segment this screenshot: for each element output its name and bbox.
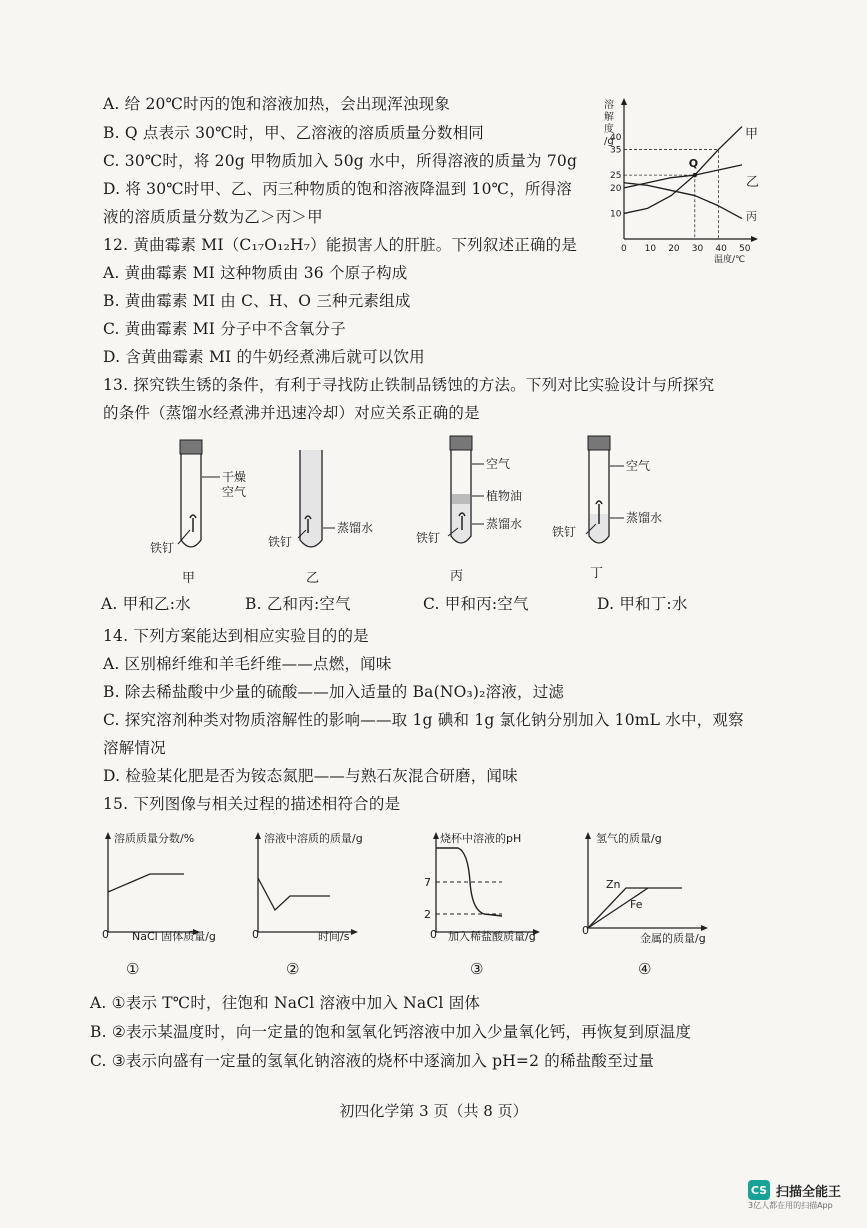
svg-text:空气: 空气 <box>486 457 511 471</box>
q-point-label: Q <box>688 157 699 171</box>
svg-text:蒸馏水: 蒸馏水 <box>626 511 663 525</box>
svg-text:蒸馏水: 蒸馏水 <box>486 517 523 531</box>
svg-text:铁钉: 铁钉 <box>416 531 441 545</box>
y-tick-label: 35 <box>610 145 622 156</box>
graph-2 <box>252 831 363 978</box>
svg-text:Zn: Zn <box>606 878 621 891</box>
q12-option-b: B. 黄曲霉素 MI 由 C、H、O 三种元素组成 <box>103 292 411 310</box>
svg-text:植物油: 植物油 <box>486 489 523 503</box>
svg-text:金属的质量/g: 金属的质量/g <box>640 932 706 945</box>
q14-option-b: B. 除去稀盐酸中少量的硫酸——加入适量的 Ba(NO₃)₂溶液，过滤 <box>103 683 565 701</box>
nail-icon <box>190 515 196 532</box>
svg-text:铁钉: 铁钉 <box>150 541 175 555</box>
q11-option-d: D. 将 30℃时甲、乙、丙三种物质的饱和溶液降温到 10℃，所得溶 <box>103 180 573 198</box>
y-tick-label: 20 <box>610 183 622 194</box>
svg-text:丙: 丙 <box>450 569 464 584</box>
stopper <box>180 440 202 454</box>
graph-4 <box>582 831 708 978</box>
svg-text:②: ② <box>286 960 300 978</box>
svg-text:0: 0 <box>582 924 589 937</box>
x-tick-label: 0 <box>621 244 627 254</box>
svg-text:加入稀盐酸质量/g: 加入稀盐酸质量/g <box>448 930 536 943</box>
tube-bing <box>416 436 522 584</box>
x-axis-label: 温度/℃ <box>714 255 746 265</box>
badge-subtitle: 3亿人都在用的扫描App <box>748 1201 833 1210</box>
q-point <box>693 173 697 177</box>
q12-option-a: A. 黄曲霉素 MI 这种物质由 36 个原子构成 <box>103 264 408 282</box>
series-label-yi: 乙 <box>746 175 760 190</box>
series-line-甲 <box>624 127 742 214</box>
svg-text:铁钉: 铁钉 <box>268 535 293 549</box>
q15-option-a: A. ①表示 T℃时，往饱和 NaCl 溶液中加入 NaCl 固体 <box>90 994 481 1012</box>
svg-text:甲: 甲 <box>182 571 196 586</box>
q11-option-a: A. 给 20℃时丙的饱和溶液加热，会出现浑浊现象 <box>103 95 451 113</box>
svg-text:铁钉: 铁钉 <box>552 525 577 539</box>
q12-option-c: C. 黄曲霉素 MI 分子中不含氧分子 <box>103 320 346 338</box>
svg-text:氢气的质量/g: 氢气的质量/g <box>596 832 662 845</box>
tube-yi <box>268 450 373 586</box>
y-tick-label: 40 <box>610 132 622 143</box>
y-axis-label-3: 度 <box>604 124 614 135</box>
q14-option-c: C. 探究溶剂种类对物质溶解性的影响——取 1g 碘和 1g 氯化钠分别加入 10mL 水中，观察 <box>103 711 744 729</box>
q13-option-a: A. 甲和乙:水 <box>101 595 191 613</box>
svg-text:烧杯中溶液的pH: 烧杯中溶液的pH <box>440 832 522 845</box>
x-tick-label: 40 <box>715 244 727 254</box>
q15-graphs <box>92 822 772 982</box>
series-label-bing: 丙 <box>746 210 757 223</box>
stopper <box>450 436 472 450</box>
q14-option-a: A. 区别棉纤维和羊毛纤维——点燃，闻味 <box>103 655 392 673</box>
svg-text:2: 2 <box>424 908 431 921</box>
x-tick-label: 10 <box>644 244 657 254</box>
y-axis-label-4: /g <box>604 136 614 147</box>
series-line-丙 <box>624 183 742 219</box>
q11-option-b: B. Q 点表示 30℃时，甲、乙溶液的溶质质量分数相同 <box>103 124 484 142</box>
oil-layer <box>452 494 470 504</box>
q14-option-c-cont: 溶解情况 <box>103 739 166 757</box>
x-tick-label: 30 <box>691 244 704 254</box>
q15-stem: 15. 下列图像与相关过程的描述相符合的是 <box>103 795 401 813</box>
svg-text:③: ③ <box>470 960 484 978</box>
svg-text:0: 0 <box>252 928 259 941</box>
q12-option-d: D. 含黄曲霉素 MI 的牛奶经煮沸后就可以饮用 <box>103 348 425 366</box>
svg-text:0: 0 <box>102 928 109 941</box>
svg-text:溶质质量分数/%: 溶质质量分数/% <box>114 832 195 845</box>
svg-text:NaCl 固体质量/g: NaCl 固体质量/g <box>132 930 216 943</box>
graph-1 <box>102 831 216 978</box>
svg-text:空气: 空气 <box>626 459 651 473</box>
q15-option-c: C. ③表示向盛有一定量的氢氧化钠溶液的烧杯中逐滴加入 pH=2 的稀盐酸至过量 <box>90 1052 655 1070</box>
camscanner-logo-icon: CS <box>748 1180 770 1200</box>
svg-text:空气: 空气 <box>222 485 247 499</box>
svg-text:丁: 丁 <box>590 566 604 581</box>
svg-text:蒸馏水: 蒸馏水 <box>337 521 374 535</box>
q13-stem-cont: 的条件（蒸馏水经煮沸并迅速冷却）对应关系正确的是 <box>103 404 480 422</box>
series-label-jia: 甲 <box>745 127 759 142</box>
svg-text:时间/s: 时间/s <box>318 930 350 943</box>
q11-option-c: C. 30℃时，将 20g 甲物质加入 50g 水中，所得溶液的质量为 70g <box>103 152 578 170</box>
x-tick-label: 20 <box>668 244 680 254</box>
q12-stem: 12. 黄曲霉素 MI（C₁₇O₁₂H₇）能损害人的肝脏。下列叙述正确的是 <box>103 236 578 254</box>
guide-line <box>624 150 718 239</box>
y-tick-label: 10 <box>610 209 622 220</box>
q14-stem: 14. 下列方案能达到相应实验目的的是 <box>103 627 369 645</box>
q13-option-c: C. 甲和丙:空气 <box>423 595 529 613</box>
y-axis-arrow <box>621 98 627 105</box>
x-tick-label: 50 <box>739 244 751 254</box>
camscanner-badge <box>748 1180 842 1210</box>
q11-option-d-cont: 液的溶质质量分数为乙＞丙＞甲 <box>103 208 323 226</box>
q14-option-d: D. 检验某化肥是否为铵态氮肥——与熟石灰混合研磨，闻味 <box>103 767 518 785</box>
svg-text:7: 7 <box>424 876 431 889</box>
stopper <box>588 436 610 450</box>
svg-text:①: ① <box>126 960 140 978</box>
badge-title: 扫描全能王 <box>776 1184 842 1200</box>
svg-text:干燥: 干燥 <box>222 470 247 484</box>
svg-text:乙: 乙 <box>306 571 320 586</box>
page-footer: 初四化学第 3 页（共 8 页） <box>339 1102 528 1120</box>
y-axis-label-2: 解 <box>604 112 614 123</box>
solubility-chart <box>596 96 768 266</box>
q15-option-b: B. ②表示某温度时，向一定量的饱和氢氧化钙溶液中加入少量氧化钙，再恢复到原温度 <box>90 1023 692 1041</box>
q13-option-b: B. 乙和丙:空气 <box>245 595 351 613</box>
tube-ding <box>552 436 662 581</box>
svg-text:④: ④ <box>638 960 652 978</box>
graph-3 <box>424 831 540 978</box>
y-axis-label-1: 溶 <box>604 100 614 111</box>
q13-stem: 13. 探究铁生锈的条件，有利于寻找防止铁制品锈蚀的方法。下列对比实验设计与所探究 <box>103 376 715 394</box>
x-axis-arrow <box>751 236 758 242</box>
svg-text:溶液中溶质的质量/g: 溶液中溶质的质量/g <box>264 832 363 845</box>
q13-option-d: D. 甲和丁:水 <box>597 595 688 613</box>
svg-text:Fe: Fe <box>630 898 643 911</box>
svg-text:0: 0 <box>430 928 437 941</box>
tube-jia <box>150 440 246 586</box>
y-tick-label: 25 <box>610 171 622 182</box>
rust-experiment-figure <box>140 432 700 592</box>
